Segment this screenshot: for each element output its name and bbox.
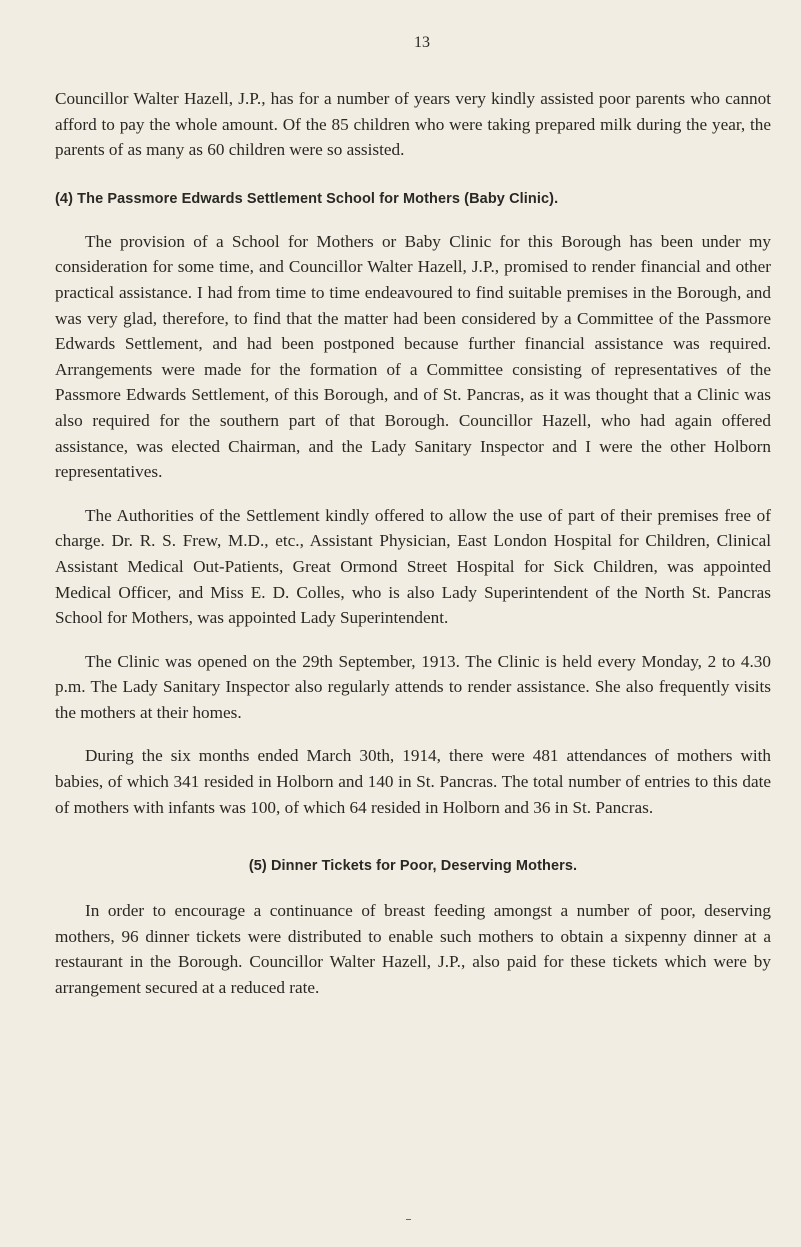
section-4-paragraph-4: During the six months ended March 30th, 1914, there were 481 attendances of mothers with babies, of which 341 resided in Holborn and 140 in St. Pancras. The total number of entries to this date of mothers with infants was 100, of which 64 resided in Holborn and 36 in St. Pancras. xyxy=(55,746,771,817)
page-number: 13 xyxy=(414,34,430,51)
opening-paragraph: Councillor Walter Hazell, J.P., has for a number of years very kindly assisted poor parents who cannot afford to pay the whole amount. Of the 85 children who were taking prepared milk during the year, the parents of as many as 60 children were so assisted. xyxy=(55,89,771,160)
section-4-paragraph-3: The Clinic was opened on the 29th September, 1913. The Clinic is held every Monday, 2 to 4.30 p.m. The Lady Sanitary Inspector also regularly attends to render assistance. She also frequently visits the mothers at their homes. xyxy=(55,651,771,722)
section-5-paragraph-1: In order to encourage a continuance of breast feeding amongst a number of poor, deserving mothers, 96 dinner tickets were distributed to enable such mothers to obtain a sixpenny dinner at a restaurant in the Borough. Councillor Walter Hazell, J.P., also paid for these tickets which were by arrangement secured at a reduced rate. xyxy=(55,901,771,998)
section-4-paragraph-2: The Authorities of the Settlement kindly offered to allow the use of part of their premises free of charge. Dr. R. S. Frew, M.D., etc., Assistant Physician, East London Hospital for Children, Clinical Assistant Medical Out-Patients, Great Ormond Street Hospital for Sick Children, was appointed Medical Officer, and Miss E. D. Colles, who is also Lady Superintendent of the North St. Pancras School for Mothers, was appointed Lady Superintendent. xyxy=(55,505,771,628)
section-5-heading: (5) Dinner Tickets for Poor, Deserving Mothers. xyxy=(248,858,578,875)
section-4-paragraph-1: The provision of a School for Mothers or Baby Clinic for this Borough has been under my consideration for some time, and Councillor Walter Hazell, J.P., promised to render financial and other practical assistance. I had from time to time endeavoured to find suitable premises in the Borough, and was very glad, therefore, to find that the matter had been considered by a Committee of the Passmore Edwards Settlement, and had been postponed because further financial assistance was required. Arrangements were made for the formation of a Committee consisting of representatives of the Passmore Edwards Settlement, of this Borough, and of St. Pancras, as it was thought that a Clinic was also required for the southern part of that Borough. Councillor Hazell, who had again offered assistance, was elected Chairman, and the Lady Sanitary Inspector and I were the other Holborn representatives. xyxy=(55,231,771,482)
section-4-heading: (4) The Passmore Edwards Settlement School for Mothers (Baby Clinic). xyxy=(55,190,559,207)
printer-mark xyxy=(406,1219,411,1220)
